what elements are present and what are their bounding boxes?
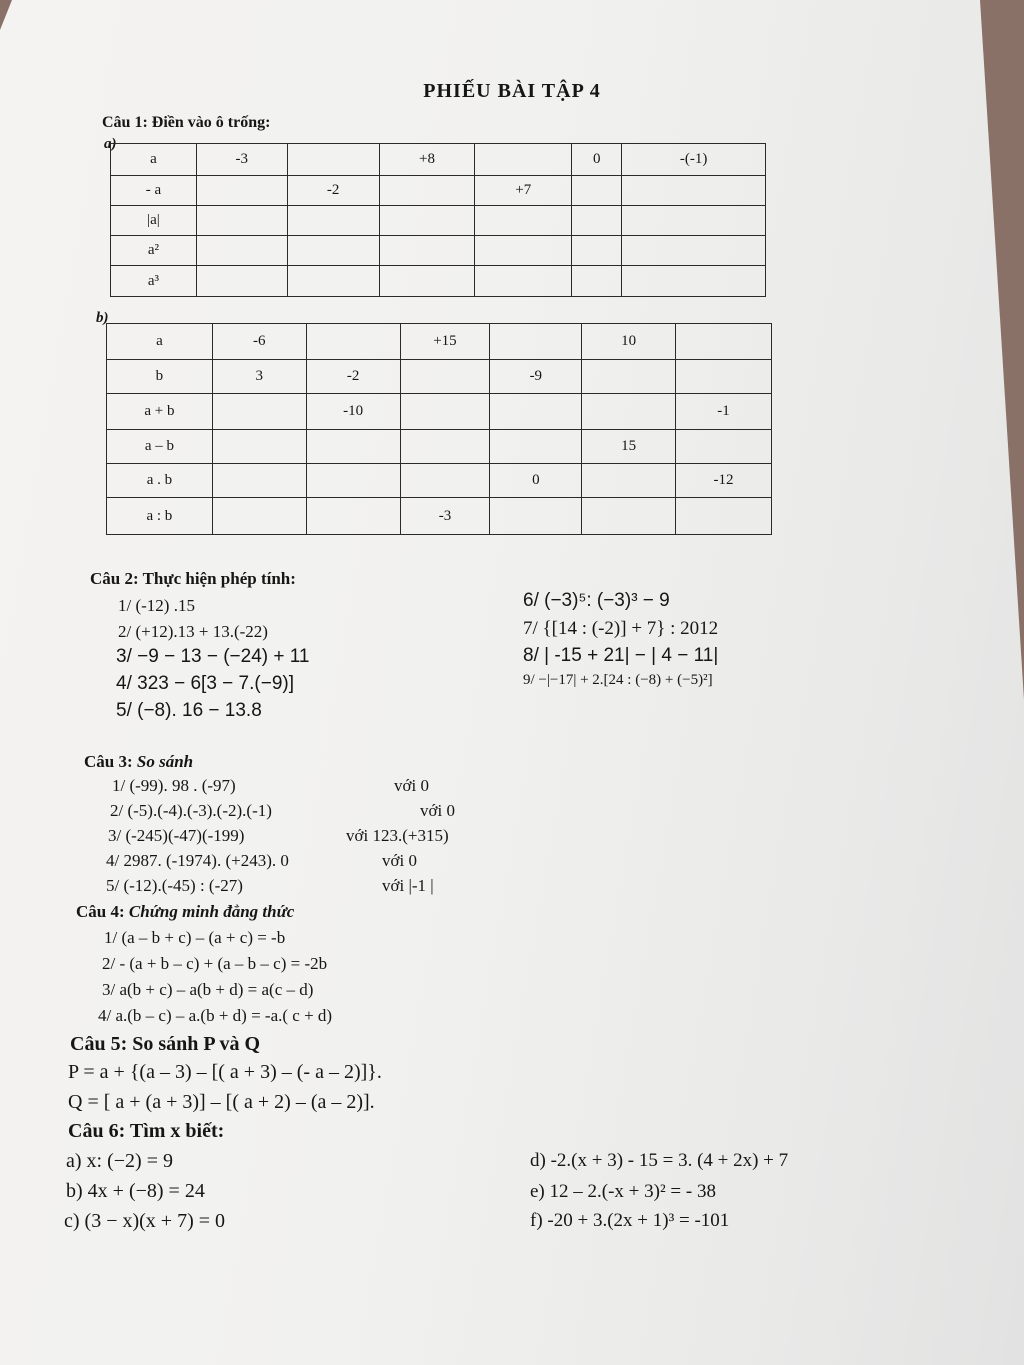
cau4-heading-topic: Chứng minh đẳng thức [128,902,295,921]
table-a-cell[interactable] [475,236,572,266]
cau2-item-8: 8/ | -15 + 21| − | 4 − 11| [523,645,719,666]
table-b-cell[interactable] [212,394,306,430]
table-a-cell[interactable] [379,266,475,297]
table-a-row [111,144,766,176]
table-b-cell[interactable] [400,360,490,394]
cau4-heading-label: Câu 4: [76,902,125,921]
cau3-expr-1: 1/ (-99). 98 . (-97) [112,776,236,795]
cau5-q: Q = [ a + (a + 3)] – [( a + 2) – (a – 2)]. [68,1091,375,1113]
table-a-cell[interactable] [287,206,379,236]
table-a-cell[interactable] [572,176,622,206]
cau2-item-6: 6/ (−3)⁵: (−3)³ − 9 [523,590,670,611]
cau3-cmp-1: với 0 [394,776,429,795]
cau3-cmp-5: với |-1 | [382,876,434,895]
cau2-item-4: 4/ 323 − 6[3 − 7.(−9)] [116,673,294,694]
table-b-label: b) [96,310,109,326]
cau4-item-3: 3/ a(b + c) – a(b + d) = a(c – d) [102,980,314,999]
table-b-cell[interactable] [582,464,676,498]
table-b-cell[interactable]: -2 [306,360,400,394]
table-a-cell[interactable] [622,206,766,236]
cau5-heading: Câu 5: So sánh P và Q [70,1033,261,1055]
cau2-item-2: 2/ (+12).13 + 13.(-22) [118,622,268,641]
table-a-cell[interactable]: -3 [196,144,287,176]
table-a-row [111,176,766,206]
cau6-c: c) (3 − x)(x + 7) = 0 [64,1210,226,1232]
table-b-cell[interactable] [676,360,772,394]
table-a-cell[interactable] [196,236,287,266]
table-b-cell[interactable] [400,430,490,464]
table-b-row [107,498,772,535]
table-b-cell[interactable] [306,324,400,360]
table-a-cell[interactable] [379,206,475,236]
table-b-cell[interactable] [400,464,490,498]
cau3-heading-topic: So sánh [136,752,194,771]
table-b-cell[interactable]: -12 [676,464,772,498]
table-a-cell[interactable] [287,266,379,297]
table-a-cell[interactable] [572,266,622,297]
cau5-p: P = a + {(a – 3) – [( a + 3) – (- a – 2)]}. [68,1061,382,1083]
table-b-row [107,430,772,464]
cau3-expr-4: 4/ 2987. (-1974). (+243). 0 [106,851,289,870]
cau3-expr-3: 3/ (-245)(-47)(-199) [108,826,245,845]
cau3-cmp-3: với 123.(+315) [346,826,449,845]
table-b-cell[interactable] [676,324,772,360]
table-a-cell[interactable] [196,176,287,206]
table-b-cell[interactable] [306,430,400,464]
cau6-f: f) -20 + 3.(2x + 1)³ = -101 [530,1210,730,1231]
table-b-cell[interactable]: 3 [212,360,306,394]
table-b-cell[interactable] [490,324,582,360]
table-a-cell[interactable]: +8 [379,144,475,176]
table-b-cell[interactable] [490,498,582,535]
table-a-cell[interactable] [379,176,475,206]
table-a-cell[interactable] [622,266,766,297]
table-a-cell[interactable] [572,206,622,236]
table-a [110,143,766,297]
table-b-row-header: a + b [107,394,213,430]
cau2-item-3: 3/ −9 − 13 − (−24) + 11 [116,646,310,667]
table-b-cell[interactable] [582,394,676,430]
table-a-cell[interactable] [622,176,766,206]
table-b-cell[interactable] [676,498,772,535]
table-a-row-header: |a| [111,206,197,236]
table-b-cell[interactable]: -9 [490,360,582,394]
cau3-cmp-2: với 0 [420,801,455,820]
cau2-item-1: 1/ (-12) .15 [118,596,195,615]
cau2-heading: Câu 2: Thực hiện phép tính: [90,569,296,588]
table-b-cell[interactable] [306,464,400,498]
table-a-cell[interactable] [196,206,287,236]
cau6-d: d) -2.(x + 3) - 15 = 3. (4 + 2x) + 7 [530,1150,789,1171]
table-a-cell[interactable]: 0 [572,144,622,176]
cau1-heading: Câu 1: Điền vào ô trống: [102,114,271,131]
cau6-a: a) x: (−2) = 9 [66,1150,173,1172]
table-a-row-header: - a [111,176,197,206]
table-b-cell[interactable] [676,430,772,464]
table-b-row [107,324,772,360]
table-b-row-header: a [107,324,213,360]
table-a-row-header: a [111,144,197,176]
cau3-cmp-4: với 0 [382,851,417,870]
page-title: PHIẾU BÀI TẬP 4 [423,80,601,102]
table-b-row [107,394,772,430]
table-b-row [107,360,772,394]
table-b-cell[interactable]: -3 [400,498,490,535]
table-b-cell[interactable] [400,394,490,430]
table-b-cell[interactable]: +15 [400,324,490,360]
table-a-cell[interactable]: -(-1) [622,144,766,176]
table-a-cell[interactable] [287,236,379,266]
table-b-cell[interactable]: -6 [212,324,306,360]
cau6-b: b) 4x + (−8) = 24 [66,1180,205,1202]
table-b-cell[interactable] [490,394,582,430]
cau3-expr-5: 5/ (-12).(-45) : (-27) [106,876,243,895]
cau4-item-2: 2/ - (a + b – c) + (a – b – c) = -2b [102,954,328,973]
table-b-cell[interactable]: -10 [306,394,400,430]
table-b-row-header: a – b [107,430,213,464]
table-a-row-header: a³ [111,266,197,297]
cau4-item-1: 1/ (a – b + c) – (a + c) = -b [104,928,286,947]
table-a-row-header: a² [111,236,197,266]
table-b-cell[interactable] [212,430,306,464]
table-a-cell[interactable] [287,144,379,176]
table-b-cell[interactable] [212,464,306,498]
table-b-row-header: a . b [107,464,213,498]
table-a-row [111,206,766,236]
table-a-cell[interactable] [572,236,622,266]
table-b-row-header: a : b [107,498,213,535]
cau6-heading: Câu 6: Tìm x biết: [68,1120,225,1142]
cau2-item-7: 7/ {[14 : (-2)] + 7} : 2012 [523,618,719,639]
table-a-label: a) [104,136,117,152]
table-b-cell[interactable] [490,430,582,464]
table-a-cell[interactable] [475,266,572,297]
table-a-cell[interactable] [379,236,475,266]
table-b-cell[interactable] [582,498,676,535]
table-b-row-header: b [107,360,213,394]
table-a-row [111,236,766,266]
table-b-cell[interactable] [582,360,676,394]
cau6-e: e) 12 – 2.(-x + 3)² = - 38 [530,1181,716,1202]
table-a-cell[interactable] [196,266,287,297]
cau2-item-9: 9/ −|−17| + 2.[24 : (−8) + (−5)²] [523,672,713,688]
table-b-cell[interactable]: 0 [490,464,582,498]
table-b-cell[interactable] [212,498,306,535]
table-a-cell[interactable] [475,206,572,236]
cau3-heading [84,752,193,772]
cau3-expr-2: 2/ (-5).(-4).(-3).(-2).(-1) [110,801,272,820]
table-a-cell[interactable]: -2 [287,176,379,206]
cau4-heading [76,902,294,922]
cau3-heading-label: Câu 3: [84,752,133,771]
table-b [106,323,772,535]
cau2-item-5: 5/ (−8). 16 − 13.8 [116,700,262,721]
table-a-cell[interactable] [622,236,766,266]
table-b-row [107,464,772,498]
table-b-cell[interactable]: -1 [676,394,772,430]
table-b-cell[interactable]: 15 [582,430,676,464]
table-a-cell[interactable] [475,144,572,176]
table-a-cell[interactable]: +7 [475,176,572,206]
table-b-cell[interactable]: 10 [582,324,676,360]
cau4-item-4: 4/ a.(b – c) – a.(b + d) = -a.( c + d) [98,1006,333,1025]
table-a-row [111,266,766,297]
table-b-cell[interactable] [306,498,400,535]
